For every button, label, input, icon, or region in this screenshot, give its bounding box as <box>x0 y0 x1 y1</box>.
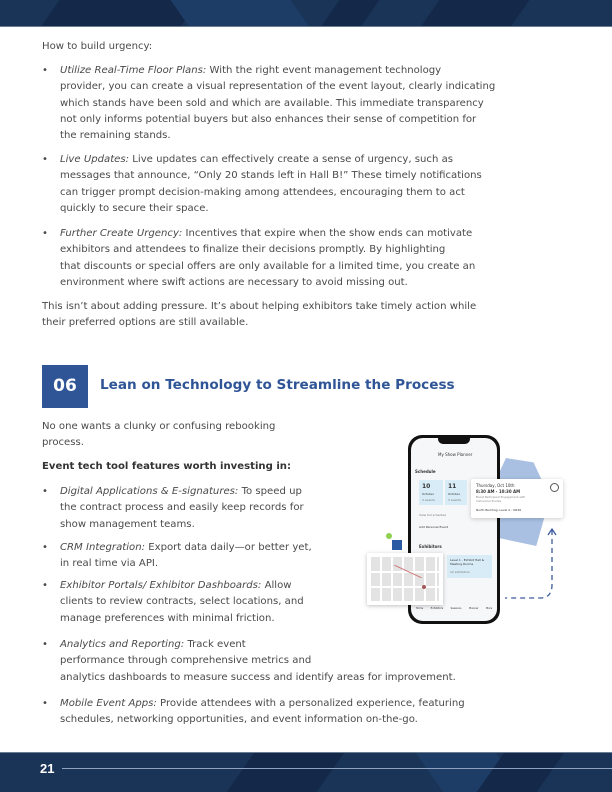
bullet-text: quickly to secure their space. <box>60 202 209 214</box>
bullet-label: Analytics and Reporting: <box>60 639 185 650</box>
section-intro-line: process. <box>42 437 84 449</box>
bullet-line <box>60 670 456 686</box>
bullet-line <box>60 275 475 291</box>
bullet-text: manage preferences with minimal friction. <box>60 612 275 624</box>
bullet-item <box>42 696 465 729</box>
screen-title: My Show Planner <box>438 452 473 457</box>
bullet-text: the contract process and easily keep records for <box>60 502 304 514</box>
bullet-icon: • <box>42 542 48 553</box>
bullet-line <box>60 185 482 201</box>
bullet-text: environment where swift actions are necessary to avoid missing out. <box>60 276 408 288</box>
bullet-text: exhibitors and attendees to finalize their decisions promptly. By highlighting <box>60 244 446 256</box>
bullet-label: CRM Integration: <box>60 542 145 553</box>
bullet-line <box>60 168 482 184</box>
bullet-line <box>60 578 304 594</box>
nav-item[interactable]: Sessions <box>450 607 462 610</box>
bullet-text: To speed up <box>241 486 302 497</box>
page-number: 21 <box>40 761 55 776</box>
bullet-body <box>60 484 304 533</box>
floor-map-card <box>367 553 443 605</box>
bullet-text: Allow <box>264 580 292 591</box>
nav-item[interactable]: More <box>486 607 493 610</box>
section-intro <box>42 419 275 452</box>
bullet-text: not only informs potential buyers but also enhances their sense of competition for <box>60 113 477 125</box>
bullet-label: Exhibitor Portals/ Exhibitor Dashboards: <box>60 580 262 591</box>
features-heading: Event tech tool features worth investing in: <box>42 461 292 472</box>
bullet-line <box>60 226 475 242</box>
header-band <box>0 0 612 27</box>
bullet-label: Digital Applications & E-signatures: <box>60 486 239 497</box>
bullet-item <box>42 152 482 217</box>
bullet-text: Incentives that expire when the show ends can motivate <box>185 228 473 239</box>
closing-paragraph-line: their preferred options are still available. <box>42 317 249 329</box>
phone-notch <box>438 437 470 444</box>
urgency-intro: How to build urgency: <box>42 41 153 52</box>
bullet-line <box>60 517 304 533</box>
bullet-text: Live updates can effectively create a sense of urgency, such as <box>132 154 454 165</box>
bullet-body <box>60 63 495 144</box>
bullet-line <box>60 63 495 79</box>
footer-divider <box>62 768 612 769</box>
bullet-label: Live Updates: <box>60 154 130 165</box>
bullet-line <box>60 556 312 572</box>
bullet-text: Provide attendees with a personalized experience, featuring <box>160 698 465 709</box>
bullet-text: the remaining stands. <box>60 130 171 142</box>
bullet-text: schedules, networking opportunities, and event information on-the-go. <box>60 714 418 726</box>
bullet-label: Mobile Event Apps: <box>60 698 157 709</box>
bullet-icon: • <box>42 154 48 165</box>
dashed-arrow-icon <box>500 525 560 605</box>
bullet-text: which stands have been sold and which are available. This immediate transparency <box>60 97 484 109</box>
bullet-line <box>60 201 482 217</box>
bullet-body <box>60 152 482 217</box>
bullet-line <box>60 712 465 728</box>
bullet-icon: • <box>42 580 48 591</box>
blue-square <box>392 540 402 550</box>
bullet-text: With the right event management technology <box>209 65 442 76</box>
bullet-label: Utilize Real-Time Floor Plans: <box>60 65 207 76</box>
bullet-line <box>60 594 304 610</box>
bullet-line <box>60 484 304 500</box>
bullet-body <box>60 637 456 686</box>
bottom-nav <box>412 606 496 614</box>
bullet-icon: • <box>42 65 48 76</box>
bullet-text: messages that announce, “Only 20 stands left in Hall B!” These timely notifications <box>60 170 482 182</box>
bullet-line <box>60 96 495 112</box>
footer-band <box>0 752 612 792</box>
bullet-line <box>60 259 475 275</box>
bullet-text: Export data daily—or better yet, <box>148 542 312 553</box>
bullet-line <box>60 637 456 653</box>
mobile-app-illustration <box>360 430 580 630</box>
bullet-text: show management teams. <box>60 518 195 530</box>
bullet-body <box>60 578 304 627</box>
bullet-text: that discounts or special offers are only available for a limited time, you create an <box>60 260 476 272</box>
level-card: Level 1 - Exhibit Hall & Meeting Rooms 12 exhibitors <box>447 555 492 578</box>
bullet-body <box>60 540 312 573</box>
bullet-line <box>60 242 475 258</box>
bullet-line <box>60 112 495 128</box>
view-schedule-link[interactable]: View full schedule <box>419 513 447 517</box>
bullet-text: can trigger prompt decision-making among attendees, encouraging them to act <box>60 186 465 198</box>
add-event-link[interactable]: Add Personal Event <box>419 525 449 529</box>
schedule-label: Schedule <box>415 469 436 474</box>
section-intro-line: No one wants a clunky or confusing rebooking <box>42 421 276 432</box>
bullet-item <box>42 540 312 573</box>
bullet-line <box>60 500 304 516</box>
date-card-1[interactable]: 10 October 3 events <box>419 480 443 505</box>
section-number-badge: 06 <box>42 365 88 408</box>
bullet-text: Track event <box>187 639 246 650</box>
bullet-icon: • <box>42 228 48 239</box>
bullet-body <box>60 226 475 291</box>
exhibitors-label: Exhibitors <box>419 544 442 549</box>
bullet-body <box>60 696 465 729</box>
bullet-line <box>60 128 495 144</box>
nav-item[interactable]: Home <box>415 607 424 610</box>
bullet-text: in real time via API. <box>60 558 159 570</box>
bullet-text: performance through comprehensive metrics and <box>60 655 312 667</box>
closing-paragraph <box>42 299 476 332</box>
bullet-icon: • <box>42 698 48 709</box>
bullet-line <box>60 79 495 95</box>
date-card-2[interactable]: 11 October 3 events <box>445 480 467 505</box>
nav-item[interactable]: Planner <box>469 607 479 610</box>
bullet-text: analytics dashboards to measure success and identify areas for improvement. <box>60 671 456 683</box>
bullet-line <box>60 540 312 556</box>
bullet-item <box>42 63 495 144</box>
bullet-icon: • <box>42 486 48 497</box>
bullet-label: Further Create Urgency: <box>60 228 183 239</box>
green-dot <box>386 533 392 539</box>
bullet-line <box>60 653 456 669</box>
bullet-icon: • <box>42 639 48 650</box>
closing-paragraph-line: This isn’t about adding pressure. It’s about helping exhibitors take timely action while <box>42 301 477 312</box>
session-popup-card: Thursday, Oct 10th 8:30 AM - 10:30 AM Boost Participant Engagement with Immersive Events North Building, Level 2 - N226 <box>471 479 563 518</box>
nav-item[interactable]: Exhibitors <box>430 607 444 610</box>
bullet-line <box>60 152 482 168</box>
bullet-line <box>60 696 465 712</box>
bullet-text: clients to review contracts, select locations, and <box>60 596 304 608</box>
bullet-line <box>60 611 304 627</box>
bullet-text: provider, you can create a visual representation of the event layout, clearly indicating <box>60 81 496 93</box>
bullet-item <box>42 226 475 291</box>
bullet-item <box>42 637 456 686</box>
bullet-item <box>42 578 304 627</box>
section-title: Lean on Technology to Streamline the Process <box>100 377 455 393</box>
bullet-item <box>42 484 304 533</box>
